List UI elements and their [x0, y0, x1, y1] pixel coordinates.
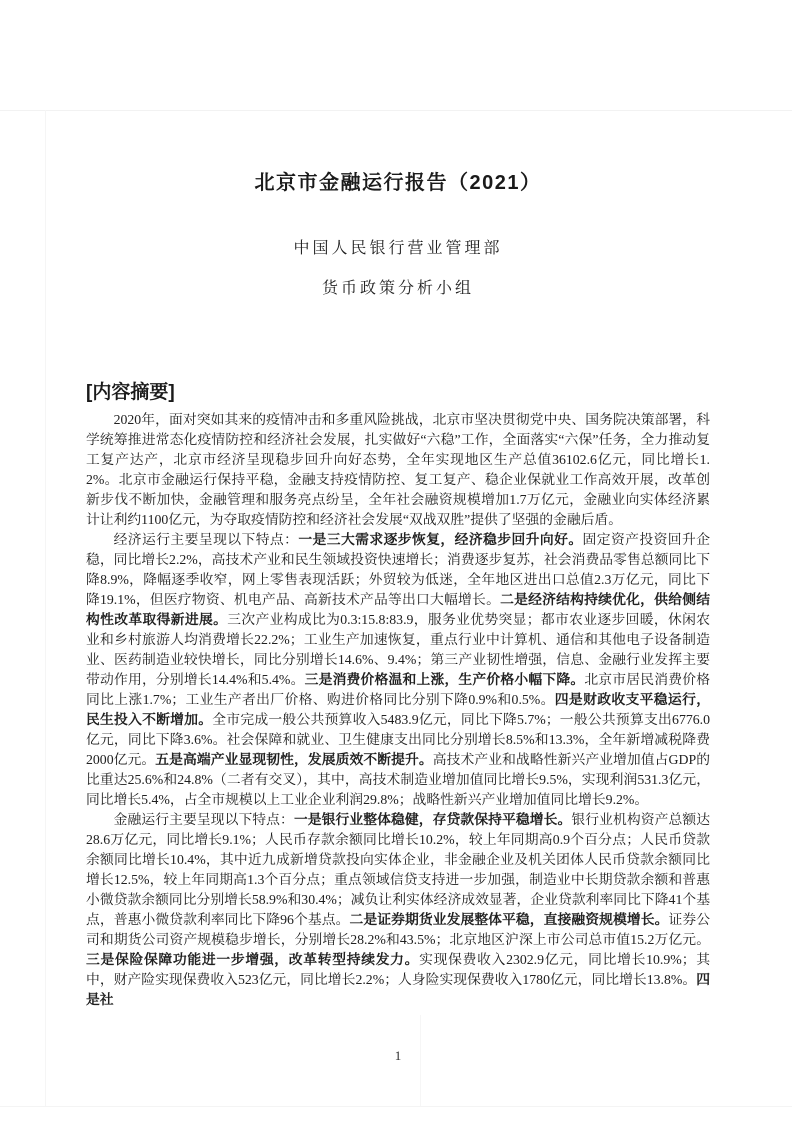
report-title: 北京市金融运行报告（2021）	[254, 172, 542, 194]
text-segment: 实现保费收入2302.9亿元，同比增长10.9%；其中，财产险实现保费收入523亿元，同比增长2.2%；人身险实现保费收入1780亿元，同比增长13.8%。	[86, 952, 711, 987]
scan-guideline-top	[0, 110, 792, 111]
text-segment: 经济运行主要呈现以下特点：	[113, 532, 299, 547]
emphasis-segment: 三是保险保障功能进一步增强，改革转型持续发力。	[86, 952, 420, 967]
paragraph-3	[86, 810, 710, 1010]
emphasis-segment: 二是经济结构持续优化，供给侧结构性改革取得新进展。	[86, 592, 711, 627]
issuing-org-group: 货币政策分析小组	[321, 280, 474, 297]
text-segment: 高技术产业和战略性新兴产业增加值占GDP的比重达25.6%和24.8%（二者有交叉），其中，高技术制造业增加值同比增长9.5%，实现利润531.3亿元，同比增长5.4%，占全市规模以上工业企业利润29.8%；战略性新兴产业增加值同比增长9.2%。	[86, 752, 711, 807]
paragraph-2	[86, 530, 710, 810]
scan-guideline-center	[420, 1015, 421, 1106]
scan-guideline-left	[45, 110, 46, 1106]
text-segment: 三次产业构成比为0.3:15.8:83.9，服务业优势突显；都市农业逐步回暖，休闲农业和乡村旅游人均消费增长22.2%；工业生产加速恢复，重点行业中计算机、通信和其他电子设备制造业、医药制造业较快增长，同比分别增长14.6%、9.4%；第三产业韧性增强，信息、金融行业发挥主要带动作用，分别增长14.4%和5.4%。	[86, 612, 711, 687]
issuing-org-name: 中国人民银行营业管理部	[293, 240, 503, 257]
text-segment: 全市完成一般公共预算收入5483.9亿元，同比下降5.7%；一般公共预算支出6776.0亿元，同比下降3.6%。社会保障和就业、卫生健康支出同比分别增长8.5%和13.3%，全年新增减税降费2000亿元。	[86, 712, 710, 767]
text-segment: 证券公司和期货公司资产规模稳步增长，分别增长28.2%和43.5%；北京地区沪深上市公司总市值15.2万亿元。	[86, 912, 711, 947]
section-heading-abstract: [内容摘要]	[86, 382, 175, 403]
emphasis-segment: 五是高端产业显现韧性，发展质效不断提升。	[155, 752, 433, 767]
emphasis-segment: 四是社	[86, 972, 710, 1007]
emphasis-segment: 二是证券期货业发展整体平稳，直接融资规模增长。	[349, 912, 669, 927]
emphasis-segment: 一是银行业整体稳健，存贷款保持平稳增长。	[293, 812, 572, 827]
emphasis-segment: 三是消费价格温和上涨，生产价格小幅下降。	[304, 672, 585, 687]
text-segment: 2020年，面对突如其来的疫情冲击和多重风险挑战，北京市坚决贯彻党中央、国务院决策部署，科学统筹推进常态化疫情防控和经济社会发展，扎实做好“六稳”工作，全面落实“六保”任务，全力推动复工复产达产，北京市经济呈现稳步回升向好态势，全年实现地区生产总值36102.6亿元，同比增长1.2%。北京市金融运行保持平稳，金融支持疫情防控、复工复产、稳企业保就业工作高效开展，改革创新步伐不断加快，金融管理和服务亮点纷呈，全年社会融资规模增加1.7万亿元，金融业向实体经济累计让利约1100亿元，为夺取疫情防控和经济社会发展“双战双胜”提供了坚强的金融后盾。	[86, 412, 710, 527]
text-segment: 银行业机构资产总额达28.6万亿元，同比增长9.1%；人民币存款余额同比增长10.2%，较上年同期高0.9个百分点；人民币贷款余额同比增长10.4%，其中近九成新增贷款投向实体企业，非金融企业及机关团体人民币贷款余额同比增长12.5%，较上年同期高1.3个百分点；重点领域信贷支持进一步加强，制造业中长期贷款余额和普惠小微贷款余额同比分别增长58.9%和30.4%；减负让利实体经济成效显著，企业贷款利率同比下降41个基点，普惠小微贷款利率同比下降96个基点。	[86, 812, 711, 927]
emphasis-segment: 四是财政收支平稳运行，民生投入不断增加。	[86, 692, 711, 727]
text-segment: 固定资产投资回升企稳，同比增长2.2%，高技术产业和民生领域投资快速增长；消费逐步复苏，社会消费品零售总额同比下降8.9%，降幅逐季收窄，网上零售表现活跃；外贸较为低迷，全年地区进出口总值2.3万亿元，同比下降19.1%，但医疗物资、机电产品、高新技术产品等出口大幅增长。	[86, 532, 711, 607]
text-segment: 北京市居民消费价格同比上涨1.7%；工业生产者出厂价格、购进价格同比分别下降0.9%和0.5%。	[86, 672, 710, 707]
summary-paragraphs	[86, 410, 710, 1010]
text-segment: 金融运行主要呈现以下特点：	[113, 812, 294, 827]
paragraph-1	[86, 410, 710, 530]
scan-guideline-bottom	[0, 1106, 792, 1107]
emphasis-segment: 一是三大需求逐步恢复，经济稳步回升向好。	[298, 532, 583, 547]
page-number: 1	[394, 1048, 402, 1063]
